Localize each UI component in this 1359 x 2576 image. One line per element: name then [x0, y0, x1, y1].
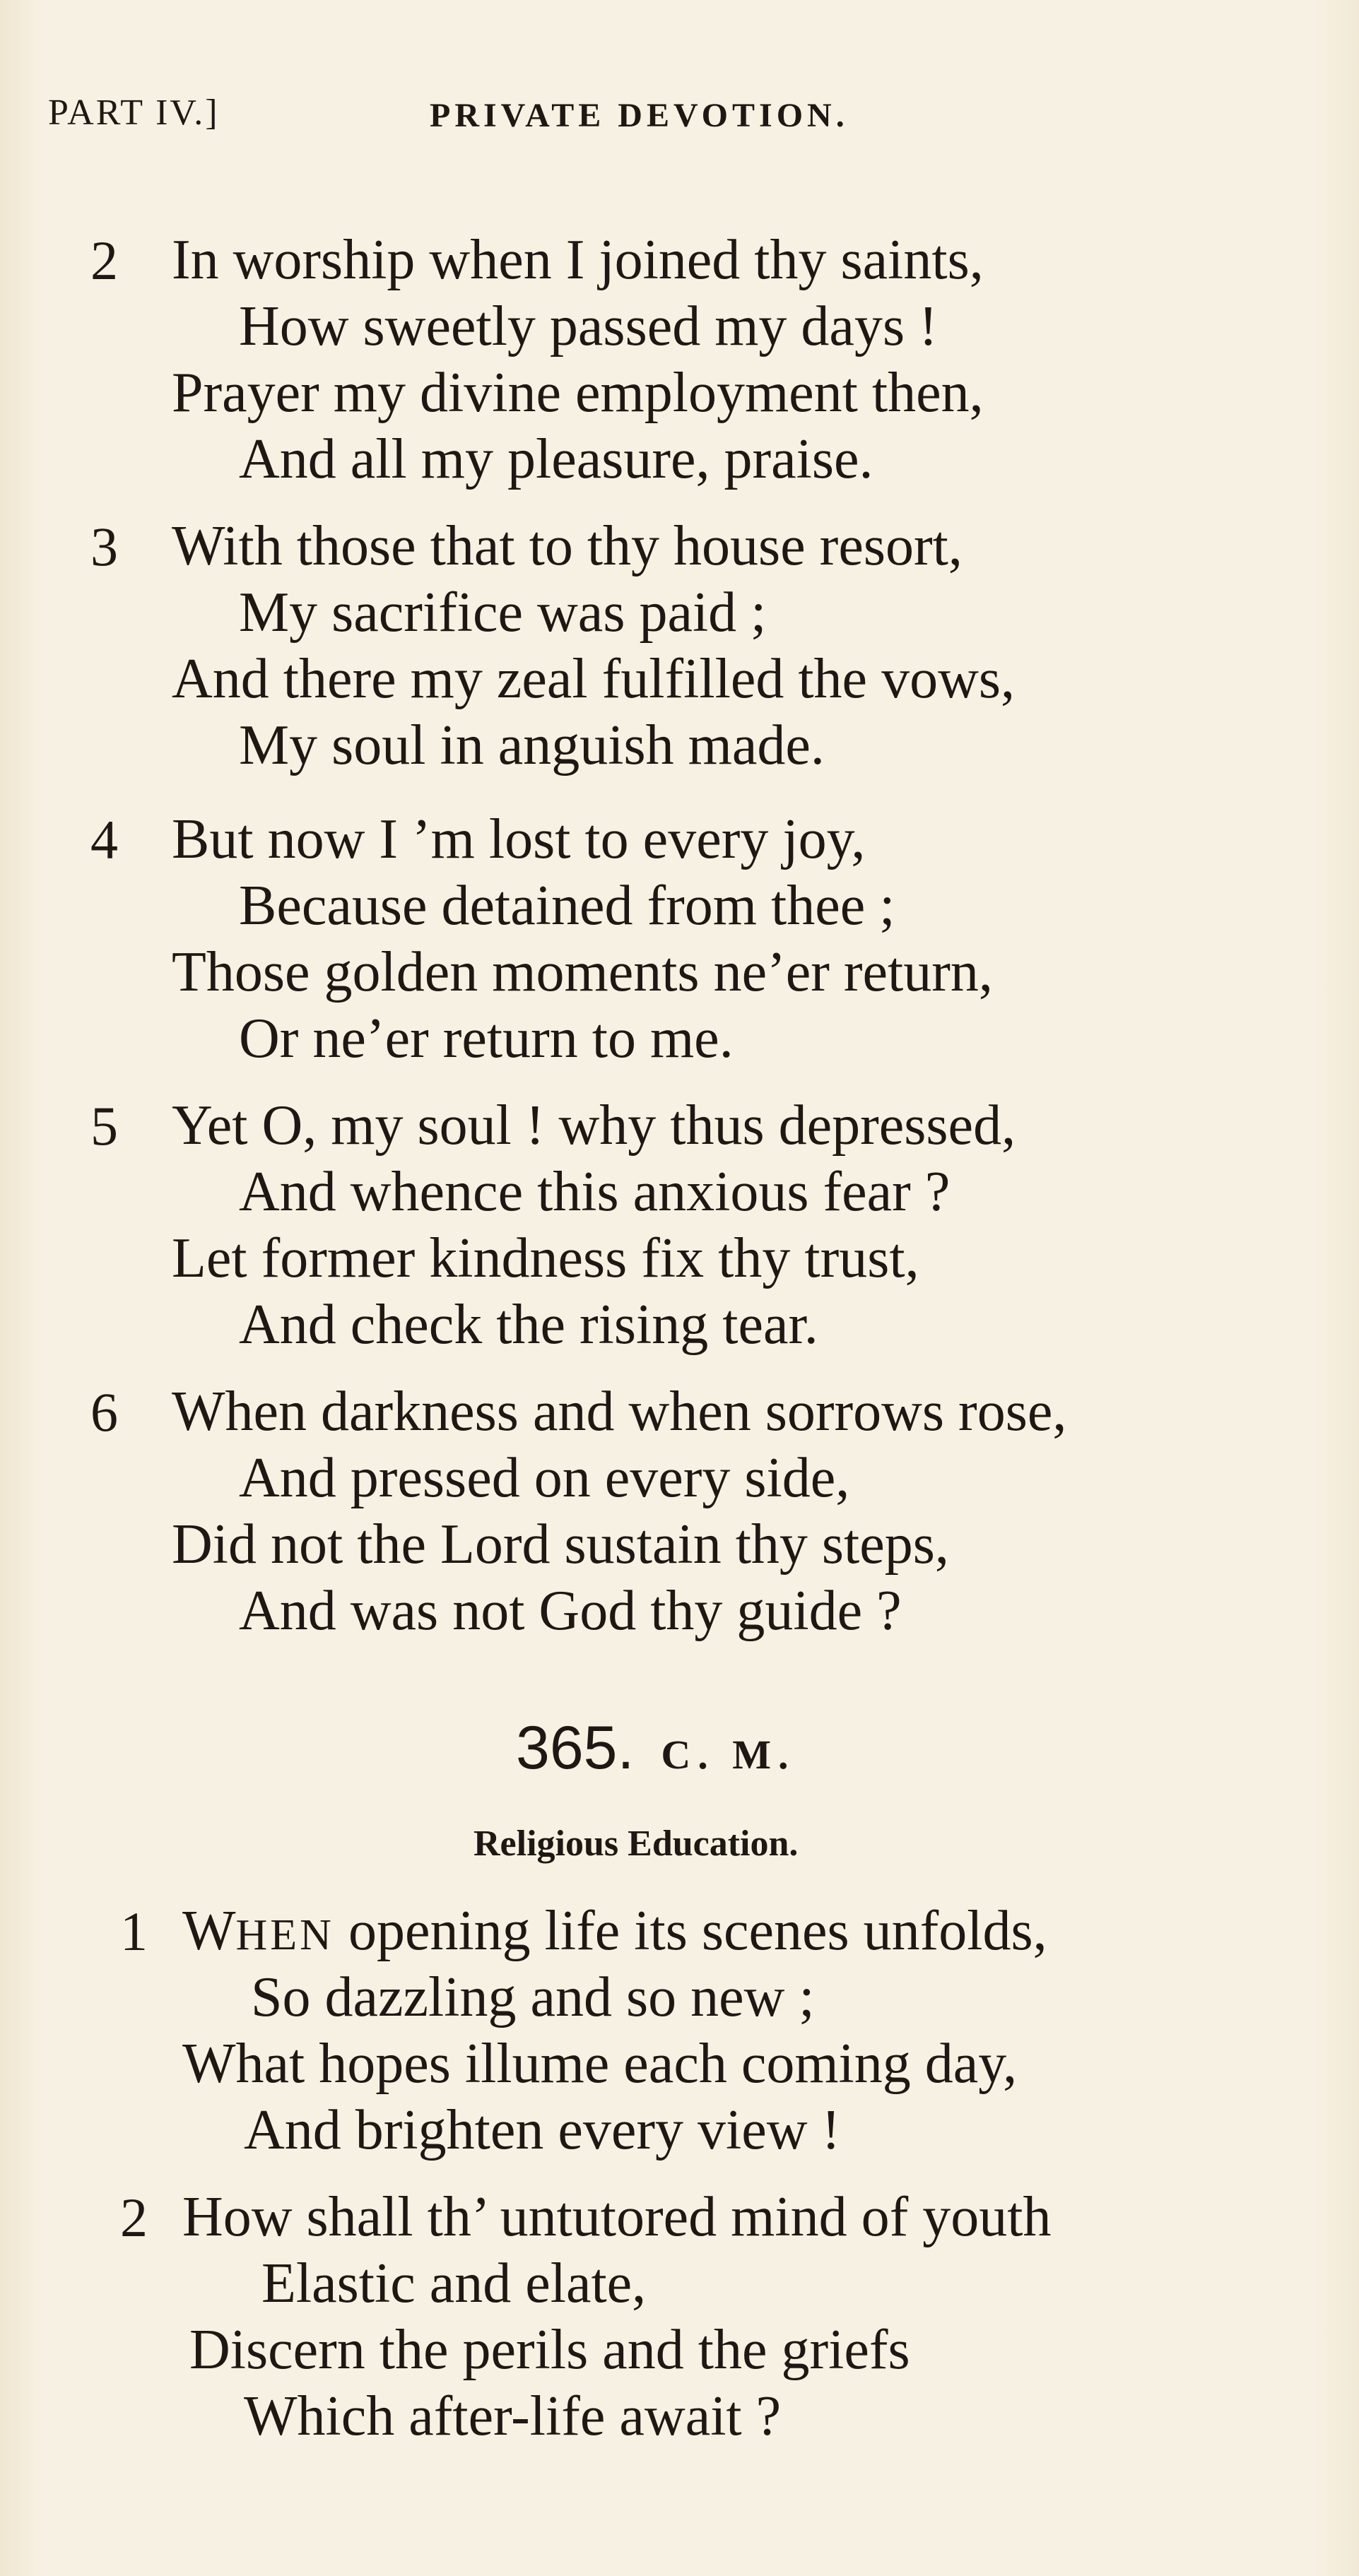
verse-number: 5	[90, 1095, 118, 1157]
verse-line: Prayer my divine employment then,	[172, 362, 984, 424]
verse-line: How shall th’ untutored mind of youth	[182, 2186, 1052, 2248]
verse-line: Did not the Lord sustain thy steps,	[172, 1513, 949, 1576]
verse-line: And whence this anxious fear ?	[239, 1161, 951, 1223]
verse-line: And was not God thy guide ?	[239, 1580, 902, 1642]
verse-line: WHEN opening life its scenes unfolds,	[182, 1900, 1047, 1962]
drop-cap: W	[182, 1900, 236, 1962]
verse-line: What hopes illume each coming day,	[182, 2033, 1018, 2095]
verse-line: And check the rising tear.	[239, 1294, 818, 1356]
verse-line: And there my zeal fulfilled the vows,	[172, 648, 1015, 710]
verse-line: In worship when I joined thy saints,	[172, 229, 984, 291]
verse-number: 4	[90, 809, 118, 870]
verse-line: With those that to thy house resort,	[172, 515, 963, 577]
hymn-heading	[516, 1713, 796, 1783]
verse-line: How sweetly passed my days !	[239, 295, 938, 358]
verse-line: My sacrifice was paid ;	[239, 581, 767, 644]
page-title: PRIVATE DEVOTION.	[430, 97, 849, 134]
verse-line: Let former kindness fix thy trust,	[172, 1227, 919, 1289]
verse-line: But now I ’m lost to every joy,	[172, 808, 866, 870]
verse-line: And brighten every view !	[244, 2099, 841, 2161]
verse-line: Elastic and elate,	[261, 2252, 647, 2315]
verse-line: Which after-life await ?	[244, 2385, 782, 2447]
verse-number: 3	[90, 516, 118, 577]
part-label: PART IV.]	[48, 93, 220, 133]
verse-number: 6	[90, 1381, 118, 1443]
verse-line: And all my pleasure, praise.	[239, 428, 873, 490]
hymn-subtitle: Religious Education.	[473, 1824, 799, 1864]
verse-line: Discern the perils and the griefs	[189, 2319, 910, 2381]
verse-line: And pressed on every side,	[239, 1447, 850, 1509]
verse-number: 2	[90, 230, 118, 291]
verse-line: Or ne’er return to me.	[239, 1008, 734, 1070]
verse-line: Those golden moments ne’er return,	[172, 941, 993, 1003]
verse-line: Because detained from thee ;	[239, 875, 895, 937]
verse-number: 1	[120, 1901, 148, 1962]
verse-line: So dazzling and so new ;	[251, 1966, 815, 2028]
hymn-meter: C. M.	[661, 1732, 796, 1778]
small-caps: HEN	[235, 1911, 334, 1959]
verse-line: When darkness and when sorrows rose,	[172, 1381, 1067, 1443]
verse-number: 2	[120, 2187, 148, 2248]
verse-line: My soul in anguish made.	[239, 714, 825, 776]
verse-line: Yet O, my soul ! why thus depressed,	[172, 1094, 1016, 1157]
hymn-number: 365.	[516, 1714, 635, 1782]
